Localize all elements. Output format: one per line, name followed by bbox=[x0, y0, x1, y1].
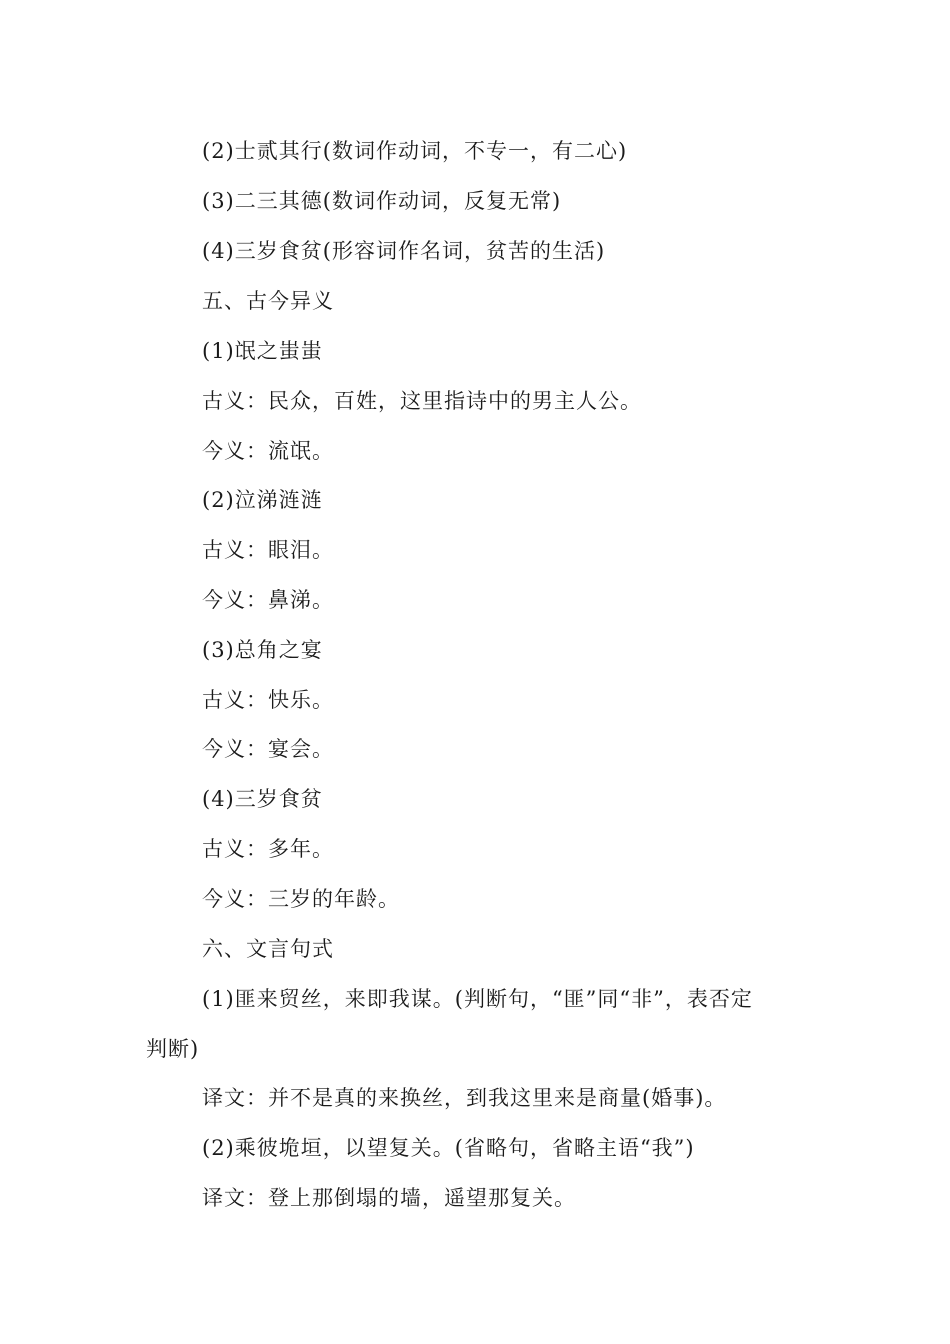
text-line: 古义：民众，百姓，这里指诗中的男主人公。 bbox=[202, 389, 642, 413]
text-line: 古义：眼泪。 bbox=[202, 538, 334, 562]
text-line: 今义：宴会。 bbox=[202, 737, 334, 761]
text-line: (2)士贰其行(数词作动词，不专一，有二心) bbox=[202, 139, 628, 163]
section-heading: 六、文言句式 bbox=[202, 937, 334, 961]
text-line: 译文：登上那倒塌的墙，遥望那复关。 bbox=[202, 1186, 576, 1210]
text-line: (3)总角之宴 bbox=[202, 638, 323, 662]
text-line: 今义：鼻涕。 bbox=[202, 588, 334, 612]
text-line: (4)三岁食贫 bbox=[202, 787, 323, 811]
text-line: 今义：流氓。 bbox=[202, 439, 334, 463]
text-line: 今义：三岁的年龄。 bbox=[202, 887, 400, 911]
section-heading: 五、古今异义 bbox=[202, 289, 334, 313]
text-line: (1)匪来贸丝，来即我谋。(判断句，“匪”同“非”，表否定 bbox=[202, 987, 753, 1011]
text-line: (2)泣涕涟涟 bbox=[202, 488, 323, 512]
text-line: 译文：并不是真的来换丝，到我这里来是商量(婚事)。 bbox=[202, 1086, 727, 1110]
text-line: 古义：多年。 bbox=[202, 837, 334, 861]
text-line: (4)三岁食贫(形容词作名词，贫苦的生活) bbox=[202, 239, 606, 263]
text-line: (2)乘彼垝垣，以望复关。(省略句，省略主语“我”) bbox=[202, 1136, 695, 1160]
text-line: 古义：快乐。 bbox=[202, 688, 334, 712]
text-line: (1)氓之蚩蚩 bbox=[202, 339, 323, 363]
text-line-continuation: 判断) bbox=[146, 1037, 200, 1061]
text-line: (3)二三其德(数词作动词，反复无常) bbox=[202, 189, 562, 213]
